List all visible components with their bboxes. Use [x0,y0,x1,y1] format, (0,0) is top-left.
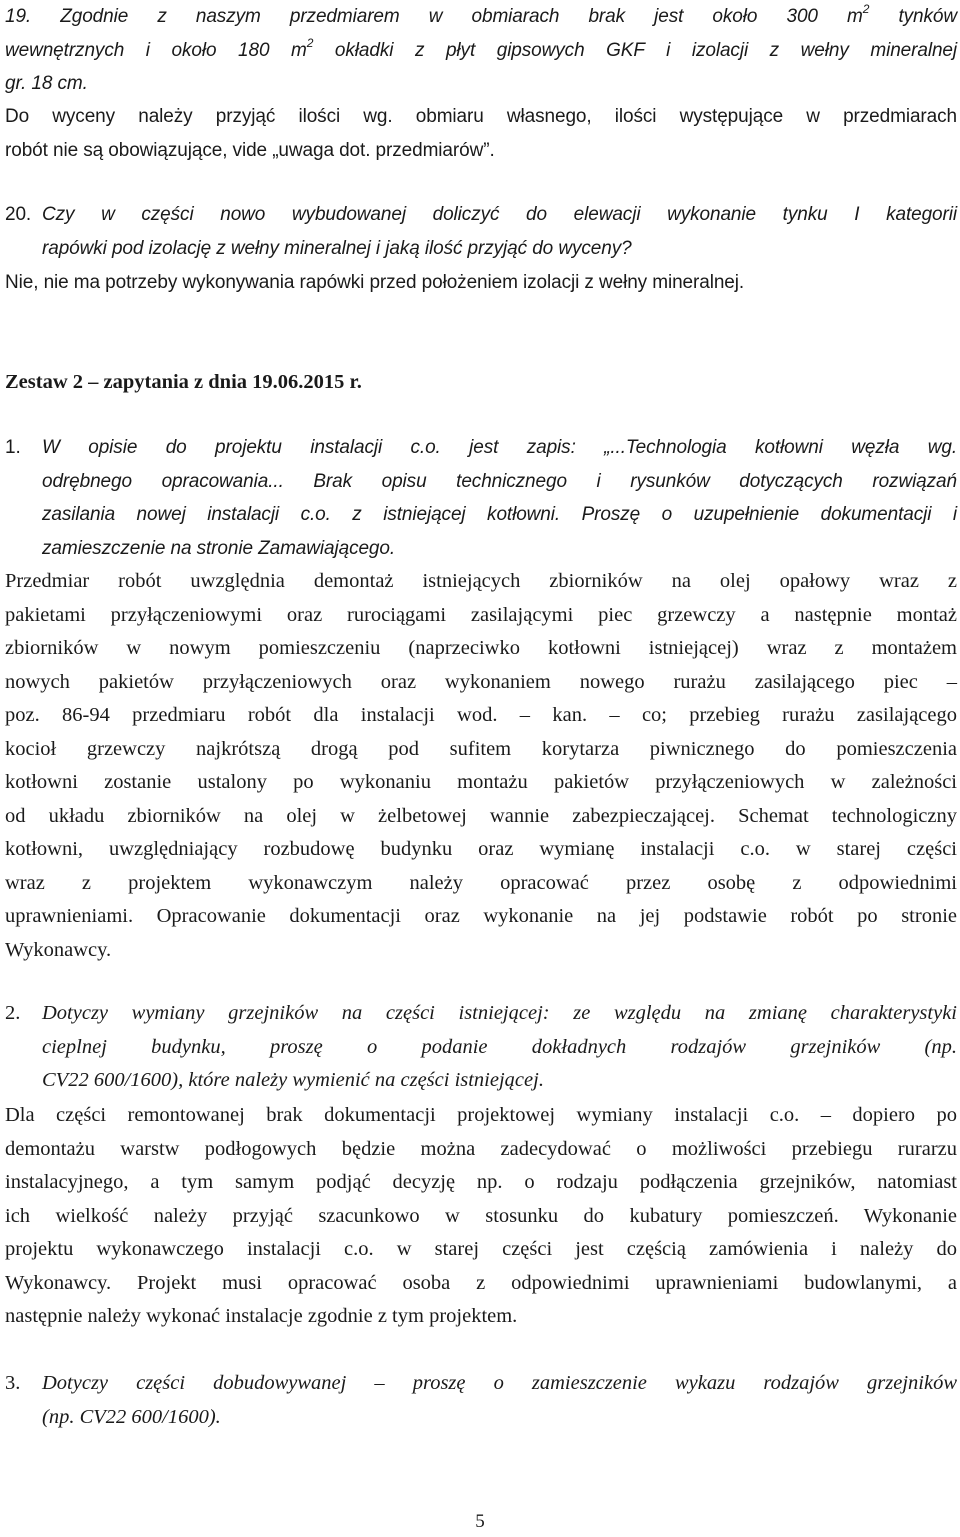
answer-line: ich wielkość należy przyjąć szacunkowo w stosunku do kubatury pomieszczeń. Wykonanie [5,1204,957,1227]
question-number: 3. [5,1372,21,1394]
answer-line: projektu wykonawczego instalacji c.o. w starej części jest częścią zamówienia i należy do [5,1238,957,1260]
question-line: (np. CV22 600/1600). [42,1405,221,1428]
answer-line: instalacyjnego, a tym samym podjąć decyzję np. o rodzaju podłączenia grzejników, natomiast [5,1171,957,1193]
page-number: 5 [475,1511,485,1532]
question-line: zasilania nowej instalacji c.o. z istniejącej kotłowni. Proszę o uzupełnienie dokumentacji i [42,504,957,525]
question-19 [5,0,957,101]
answer-line: pakietami przyłączeniowymi oraz rurociągami zasilającymi piec grzewczy a następnie montaż [5,603,957,626]
question-line: odrębnego opracowania... Brak opisu technicznego i rysunków dotyczących rozwiązań [42,470,957,492]
question-line: Dotyczy wymiany grzejników na części istniejącej: ze względu na zmianę charakterystyki [42,1002,957,1024]
answer-line: następnie należy wykonać instalacje zgodnie z tym projektem. [5,1305,518,1327]
question-line: wewnętrznych i około 180 $m^2$ okładki z płyt gipsowych GKF i izolacji z wełny mineralnej [5,35,957,61]
question-line: cieplnej budynku, proszę o podanie dokładnych rodzajów grzejników (np. [42,1035,957,1058]
answer-line: Wykonawcy. Projekt musi opracować osoba z odpowiednimi uprawnieniami budowlanymi, a [5,1271,957,1294]
answer-line: Do wyceny należy przyjąć ilości wg. obmiaru własnego, ilości występujące w przedmiarach [5,106,957,127]
answer-line: od układu zbiorników na olej w żelbetowej wannie zabezpieczającej. Schemat technologiczny [5,804,957,827]
answer-z2-1 [5,565,957,967]
question-number: 20. [5,204,32,225]
answer-line: nowych pakietów przyłączeniowych oraz wykonaniem nowego rurażu zasilającego piec – [5,670,957,693]
document-page [5,0,957,1537]
answer-z2-2 [5,1099,957,1334]
section-heading: Zestaw 2 – zapytania z dnia 19.06.2015 r. [5,371,362,393]
question-line: zamieszczenie na stronie Zamawiającego. [42,537,396,559]
question-line: rapówki pod izolację z wełny mineralnej i jaką ilość przyjąć do wyceny? [42,237,632,259]
question-line: W opisie do projektu instalacji c.o. jest zapis: „...Technologia kotłowni węzła wg. [42,437,957,458]
answer-line: Nie, nie ma potrzeby wykonywania rapówki przed położeniem izolacji z wełny mineralnej. [5,272,745,293]
question-z2-1 [5,431,957,565]
answer-line: poz. 86-94 przedmiaru robót dla instalacji wod. – kan. – co; przebieg rurażu zasilającego [5,704,957,726]
answer-line: kotłowni zostanie ustalony po wykonaniu montażu pakietów przyłączeniowych w zależności [5,771,957,793]
answer-20 [5,266,957,300]
question-line: 19. Zgodnie z naszym przedmiarem w obmiarach brak jest około 300 $m^2$ tynków [5,2,957,27]
answer-line: zbiorników w nowym pomieszczeniu (naprzeciwko kotłowni istniejącej) wraz z montażem [5,637,957,659]
question-line: gr. 18 cm. [5,73,88,94]
question-line: Czy w części nowo wybudowanej doliczyć do elewacji wykonanie tynku I kategorii [42,204,957,225]
question-z2-3 [5,1367,957,1434]
answer-line: Dla części remontowanej brak dokumentacji projektowej wymiany instalacji c.o. – dopiero po [5,1104,957,1126]
question-number: 1. [5,437,21,458]
answer-line: kocioł grzewczy najkrótszą drogą pod sufitem korytarza piwnicznego do pomieszczenia [5,737,957,760]
answer-line: demontażu warstw podłogowych będzie można zadecydować o możliwości przebiegu rurarzu [5,1137,957,1160]
answer-19 [5,100,957,167]
question-number: 2. [5,1002,21,1024]
answer-line: Wykonawcy. [5,938,112,961]
answer-line: kotłowni, uwzględniający rozbudowę budynku oraz wymianę instalacji c.o. w starej części [5,838,957,860]
question-z2-2 [5,997,957,1098]
answer-line: uprawnieniami. Opracowanie dokumentacji oraz wykonanie na jej podstawie robót po stronie [5,905,957,927]
question-line: Dotyczy części dobudowywanej – proszę o zamieszczenie wykazu rodzajów grzejników [42,1372,957,1394]
question-20 [5,198,957,265]
question-line: CV22 600/1600), które należy wymienić na części istniejącej. [42,1069,544,1091]
answer-line: robót nie są obowiązujące, vide „uwaga dot. przedmiarów”. [5,139,495,161]
answer-line: wraz z projektem wykonawczym należy opracować przez osobę z odpowiednimi [5,871,957,894]
answer-line: Przedmiar robót uwzględnia demontaż istniejących zbiorników na olej opałowy wraz z [5,570,957,592]
